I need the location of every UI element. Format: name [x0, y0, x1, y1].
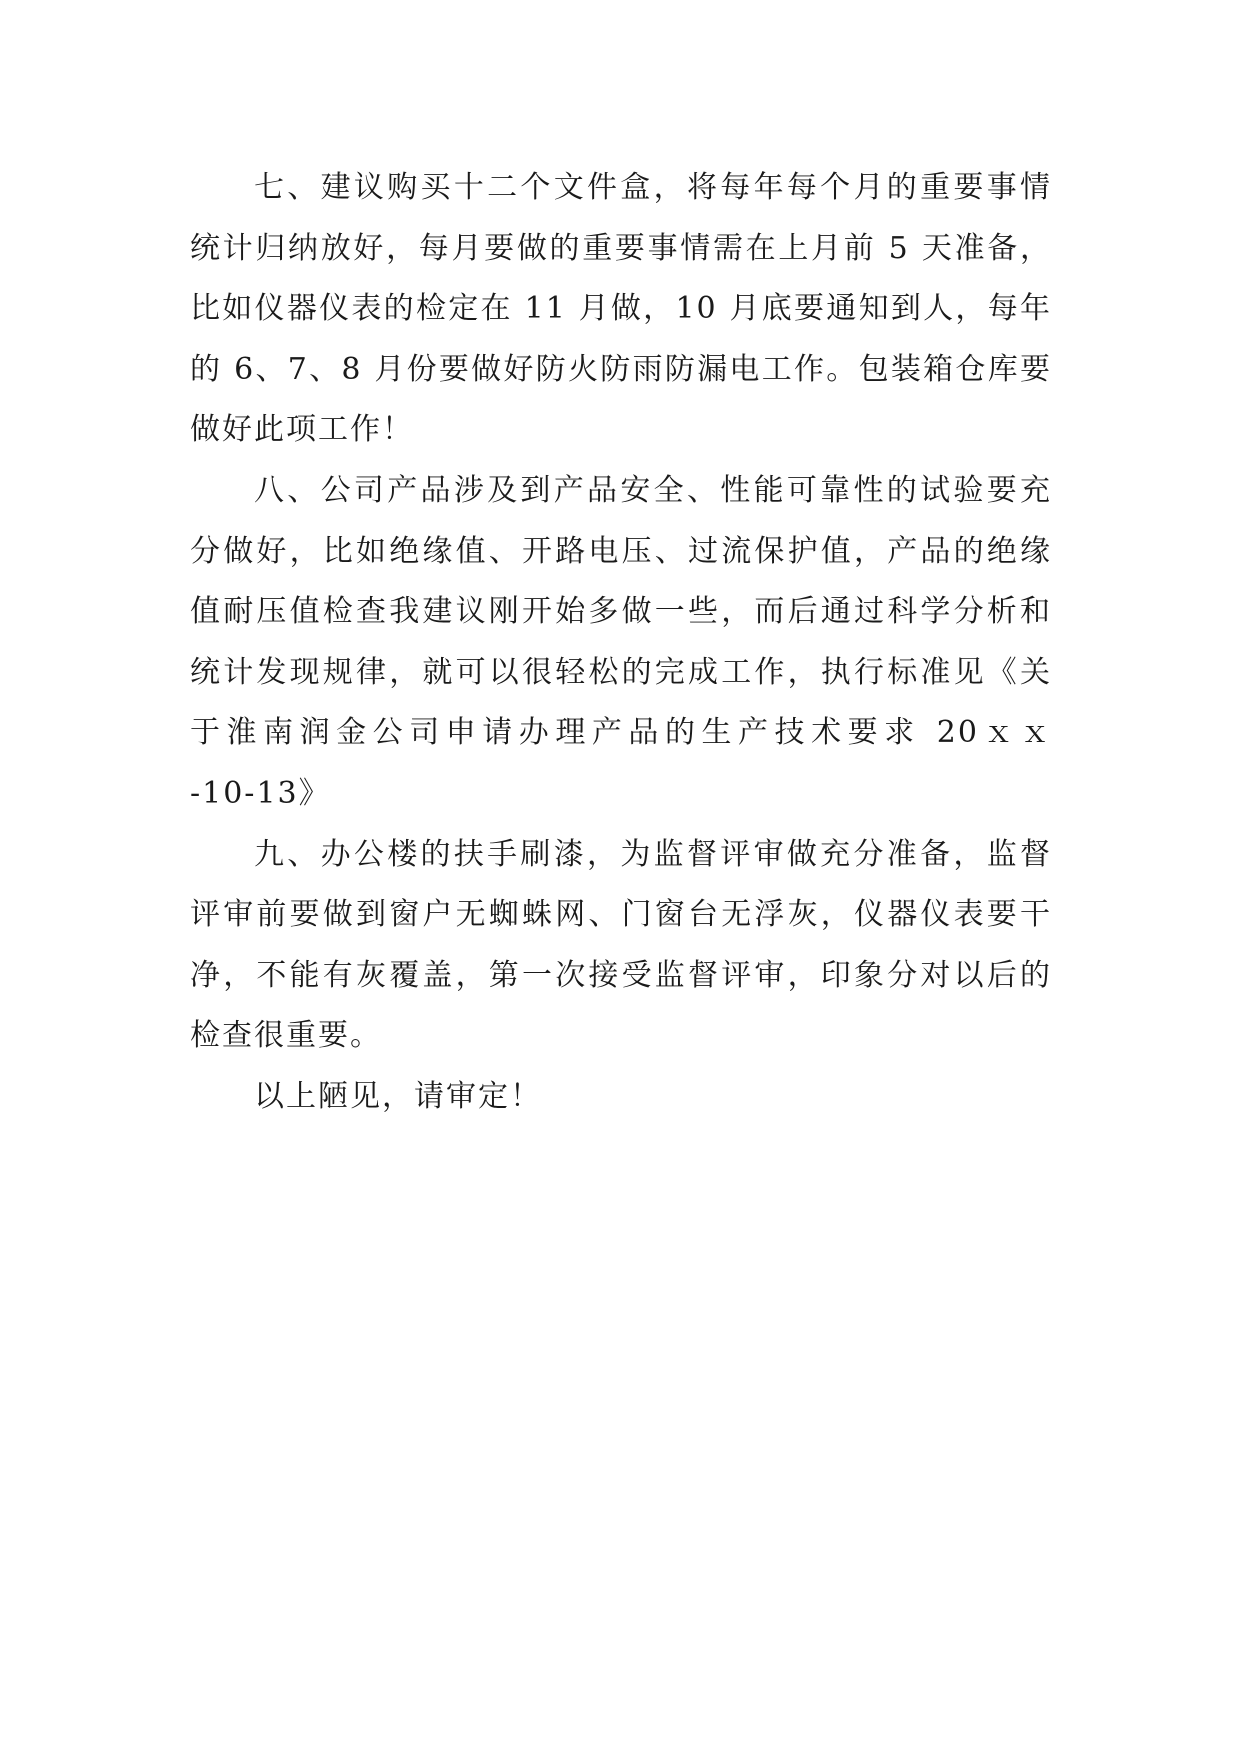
paragraph-item-9	[190, 825, 1052, 1067]
text-line: 八、公司产品涉及到产品安全、性能可靠性的试验要充	[254, 472, 1052, 508]
text-line: 分做好，比如绝缘值、开路电压、过流保护值，产品的绝缘	[190, 533, 1052, 569]
text-line: 比如仪器仪表的检定在 11 月做，10 月底要通知到人，每年	[190, 291, 1052, 327]
text-line: 于淮南润金公司申请办理产品的生产技术要求 20ｘｘ	[190, 715, 1052, 751]
paragraph-item-8	[190, 461, 1052, 825]
text-line: 九、办公楼的扶手刷漆，为监督评审做充分准备，监督	[254, 836, 1052, 872]
text-line: 七、建议购买十二个文件盒，将每年每个月的重要事情	[254, 170, 1052, 205]
text-line: 的 6、7、8 月份要做好防火防雨防漏电工作。包装箱仓库要	[190, 351, 1052, 387]
document-body	[190, 158, 1052, 1128]
text-line: 做好此项工作！	[190, 412, 414, 448]
text-line: 评审前要做到窗户无蜘蛛网、门窗台无浮灰，仪器仪表要干	[190, 897, 1052, 933]
text-line: 检查很重要。	[190, 1018, 382, 1054]
text-line: 以上陋见，请审定！	[254, 1078, 542, 1114]
text-line: 统计发现规律，就可以很轻松的完成工作，执行标准见《关	[190, 654, 1052, 690]
paragraph-closing	[190, 1067, 1052, 1128]
text-line: -10-13》	[190, 775, 331, 811]
text-line: 统计归纳放好，每月要做的重要事情需在上月前 5 天准备，	[190, 230, 1052, 266]
text-line: 净，不能有灰覆盖，第一次接受监督评审，印象分对以后的	[190, 957, 1052, 993]
paragraph-item-7	[190, 158, 1052, 461]
text-line: 值耐压值检查我建议刚开始多做一些，而后通过科学分析和	[190, 594, 1052, 630]
